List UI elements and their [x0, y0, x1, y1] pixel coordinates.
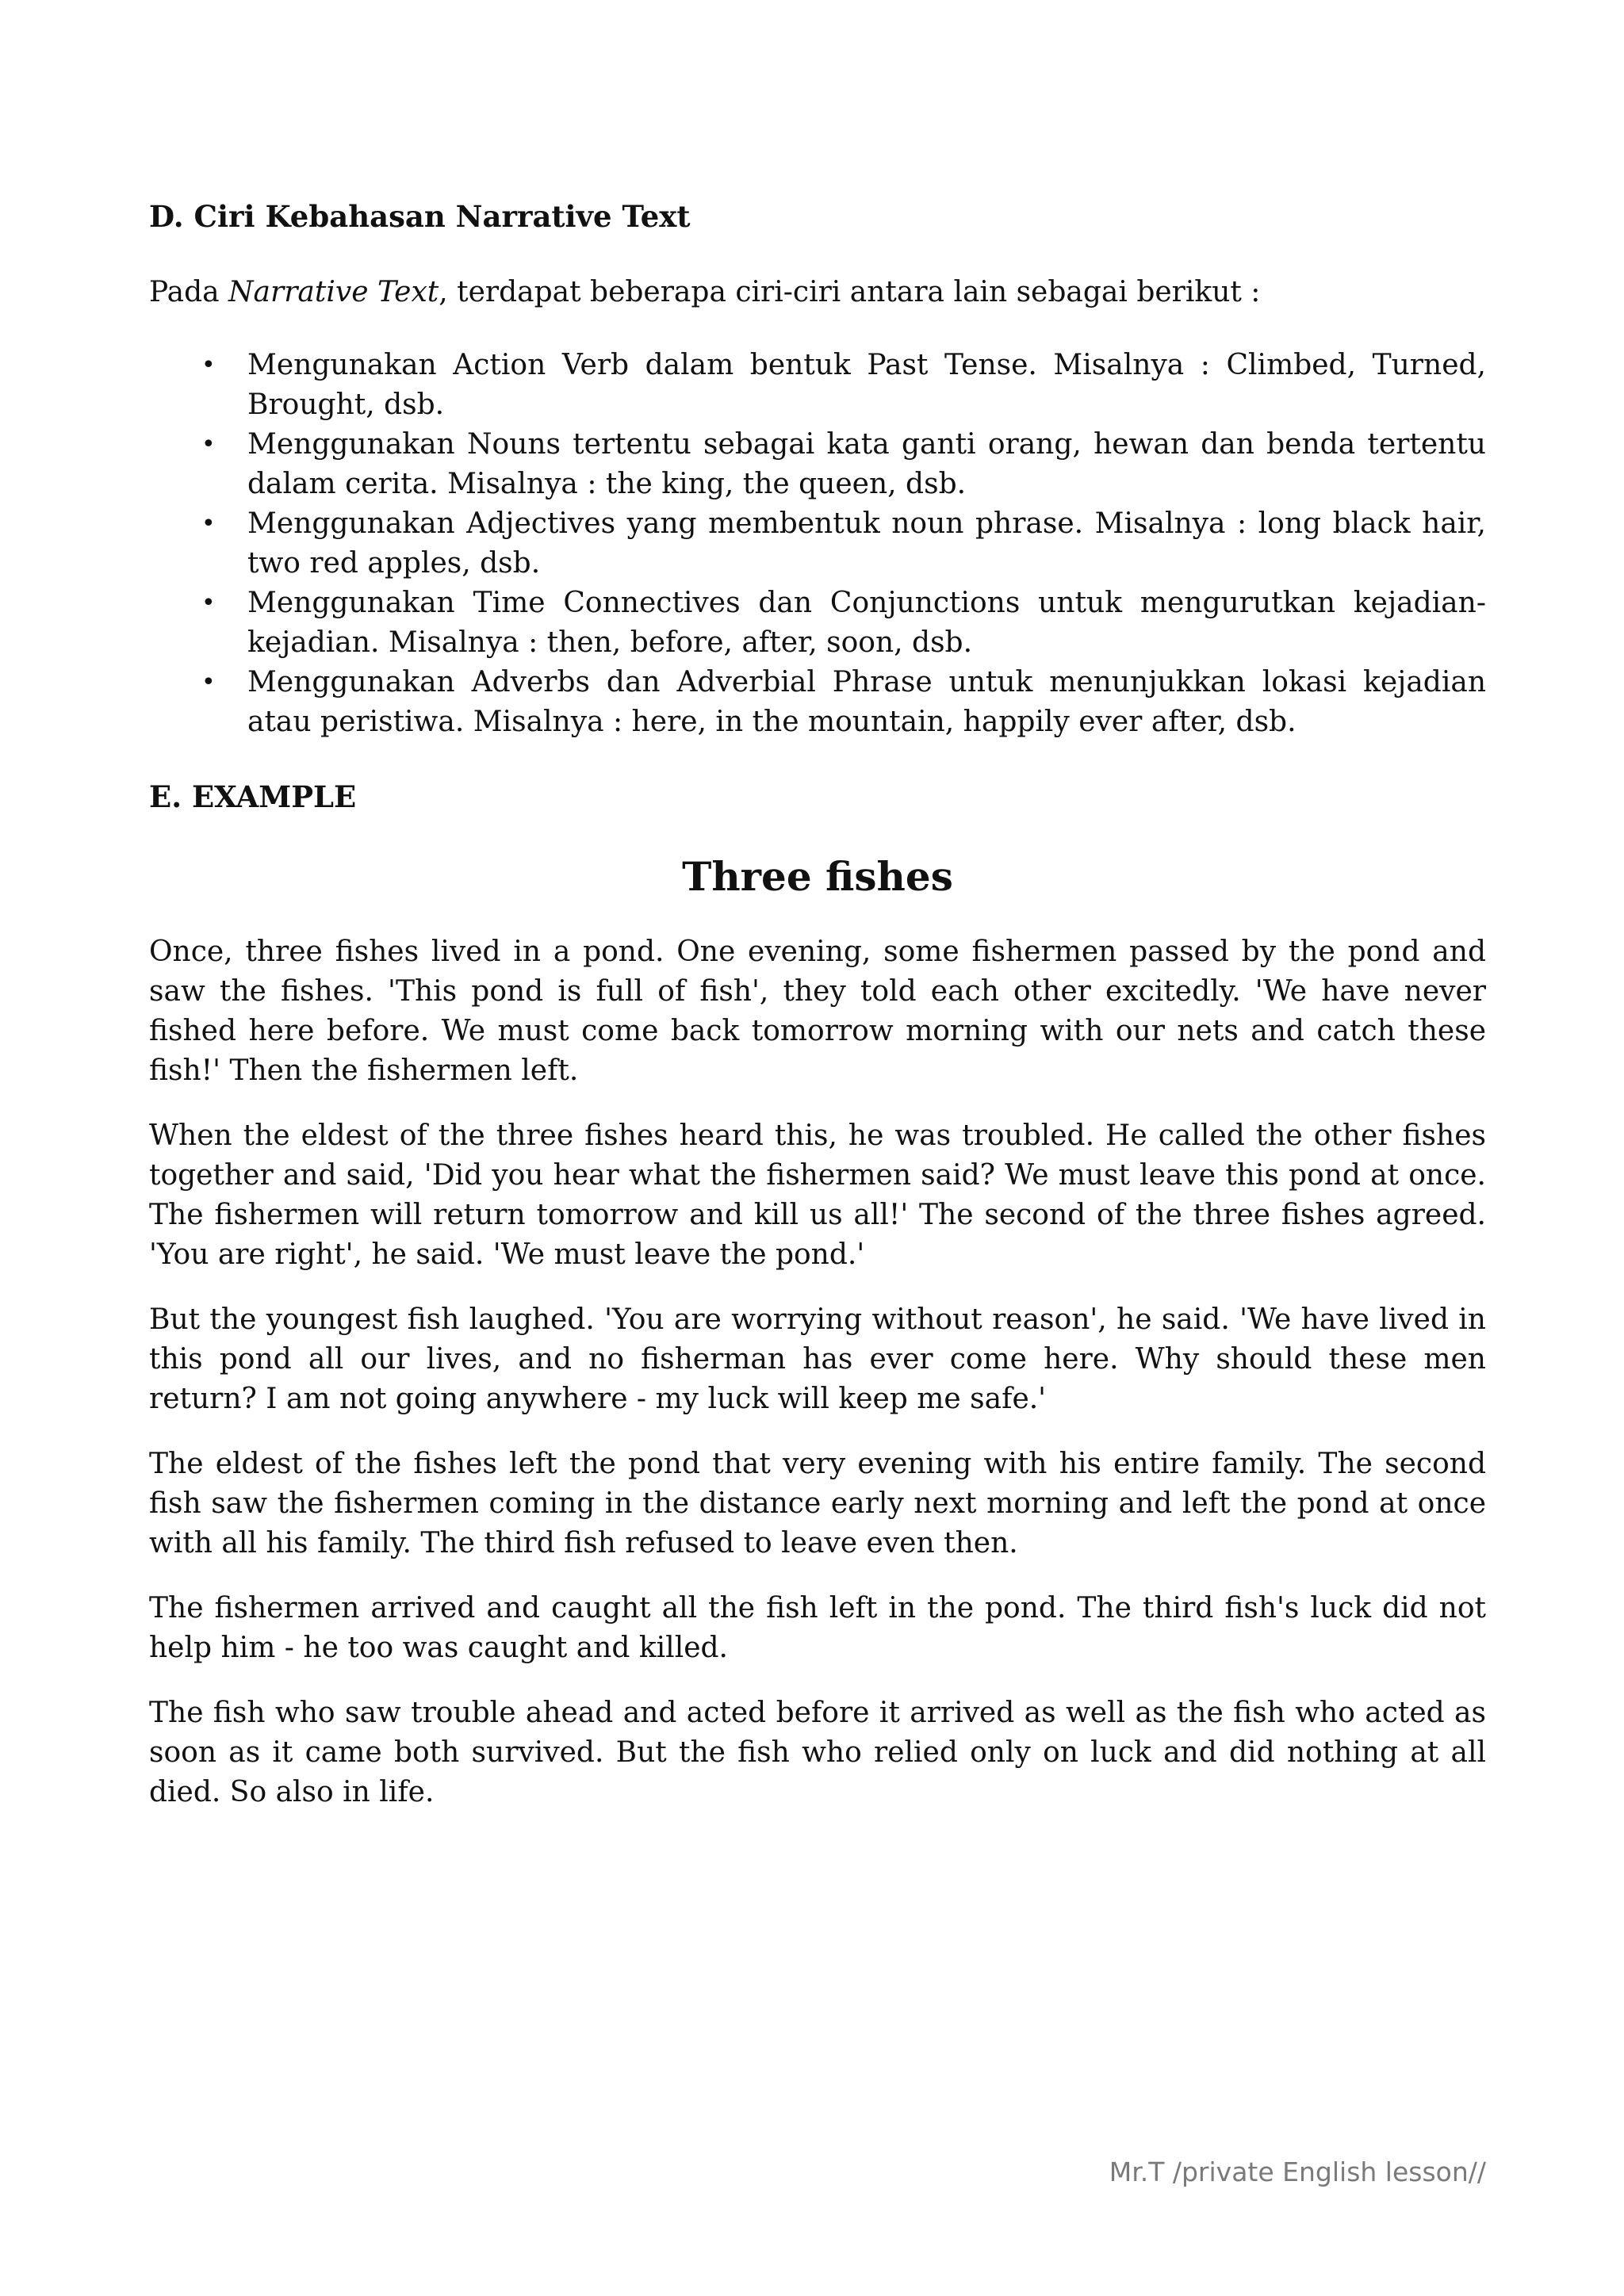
list-item-text: Menggunakan Nouns tertentu sebagai kata ganti orang, hewan dan benda tertentu dalam cerita. Misalnya : the king, the queen, dsb.	[247, 428, 1486, 500]
story-paragraph: When the eldest of the three fishes heard this, he was troubled. He called the other fishes together and said, 'Did you hear what the fishermen said? We must leave this pond at once. The fishermen will return tomorrow and kill us all!' The second of the three fishes agreed. 'You are right', he said. 'We must leave the pond.'	[149, 1119, 1486, 1271]
list-item-text: Menggunakan Adverbs dan Adverbial Phrase untuk menunjukkan lokasi kejadian atau peristiwa. Misalnya : here, in the mountain, happily ever after, dsb.	[247, 666, 1486, 738]
page-footer: Mr.T /private English lesson//	[1109, 2156, 1486, 2187]
section-e-heading: E. EXAMPLE	[149, 779, 357, 814]
bullet-icon: •	[201, 510, 216, 538]
story-paragraph: Once, three fishes lived in a pond. One evening, some fishermen passed by the pond and saw the fishes. 'This pond is full of fish', they told each other excitedly. 'We have never fished here before. We must come back tomorrow morning with our nets and catch these fish!' Then the fishermen left.	[149, 936, 1486, 1087]
story-title: Three fishes	[682, 853, 953, 900]
bullet-icon: •	[201, 430, 216, 458]
characteristics-list	[149, 346, 1486, 742]
intro-italic-term: Narrative Text	[228, 276, 439, 308]
story-paragraph: The eldest of the fishes left the pond that very evening with his entire family. The second fish saw the fishermen coming in the distance early next morning and left the pond at once with all his family. The third fish refused to leave even then.	[149, 1448, 1486, 1559]
list-item	[149, 504, 1486, 584]
section-d-heading: D. Ciri Kebahasan Narrative Text	[149, 199, 691, 234]
intro-prefix: Pada	[149, 276, 229, 308]
list-item-text: Menggunakan Time Connectives dan Conjunctions untuk mengurutkan kejadian-kejadian. Misalnya : then, before, after, soon, dsb.	[247, 587, 1486, 659]
section-d-intro	[149, 273, 1486, 312]
list-item	[149, 663, 1486, 742]
page-content	[149, 197, 1486, 1812]
bullet-icon: •	[201, 668, 216, 696]
bullet-icon: •	[201, 589, 216, 617]
story-paragraph: The fishermen arrived and caught all the fish left in the pond. The third fish's luck did not help him - he too was caught and killed.	[149, 1592, 1486, 1664]
story-paragraph: The fish who saw trouble ahead and acted before it arrived as well as the fish who acted as soon as it came both survived. But the fish who relied only on luck and did nothing at all died. So also in life.	[149, 1697, 1486, 1808]
list-item	[149, 425, 1486, 504]
list-item	[149, 584, 1486, 663]
intro-suffix: , terdapat beberapa ciri-ciri antara lain sebagai berikut :	[439, 276, 1261, 308]
list-item-text: Mengunakan Action Verb dalam bentuk Past Tense. Misalnya : Climbed, Turned, Brought, dsb.	[247, 349, 1486, 421]
story-paragraph: But the youngest fish laughed. 'You are worrying without reason', he said. 'We have lived in this pond all our lives, and no fisherman has ever come here. Why should these men return? I am not going anywhere - my luck will keep me safe.'	[149, 1303, 1486, 1415]
list-item-text: Menggunakan Adjectives yang membentuk noun phrase. Misalnya : long black hair, two red apples, dsb.	[247, 507, 1486, 580]
bullet-icon: •	[201, 351, 216, 379]
list-item	[149, 346, 1486, 425]
